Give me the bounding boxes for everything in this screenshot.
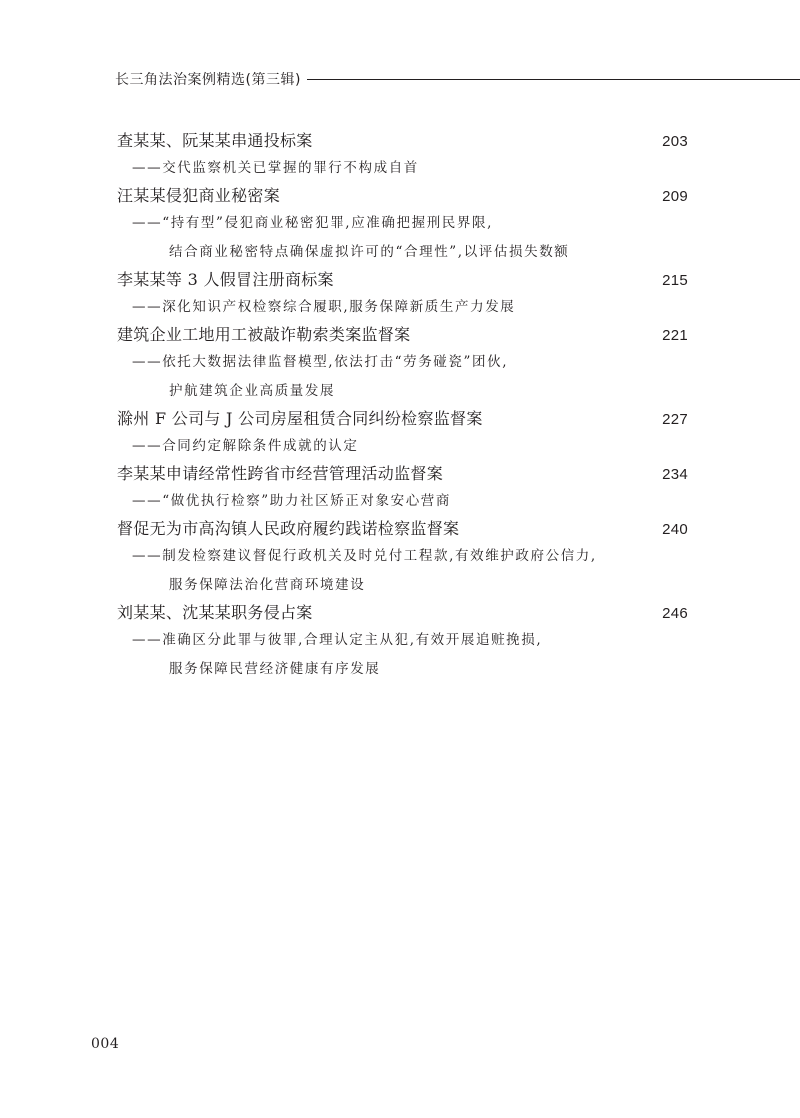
toc-entry[interactable] <box>117 406 688 461</box>
toc-entry[interactable] <box>117 516 688 600</box>
entry-subtitle: ——“做优执行检察”助力社区矫正对象安心营商 <box>132 493 452 509</box>
entry-title[interactable]: 查某某、阮某某串通投标案 <box>117 131 313 150</box>
entry-subtitle: ——合同约定解除条件成就的认定 <box>132 438 359 454</box>
entry-subtitle-continued: 护航建筑企业高质量发展 <box>169 383 336 399</box>
page-number: 004 <box>91 1036 120 1052</box>
entry-title[interactable]: 汪某某侵犯商业秘密案 <box>117 186 281 205</box>
entry-subtitle-continued: 服务保障法治化营商环境建设 <box>169 577 366 593</box>
running-title: 长三角法治案例精选(第三辑) <box>115 72 301 88</box>
entry-page-number[interactable]: 209 <box>662 188 688 205</box>
entry-subtitle: ——“持有型”侵犯商业秘密犯罪,应准确把握刑民界限, <box>132 215 493 231</box>
entry-page-number[interactable]: 215 <box>662 272 688 289</box>
toc-entry[interactable] <box>117 267 688 322</box>
header-rule <box>307 79 800 80</box>
entry-subtitle-continued: 服务保障民营经济健康有序发展 <box>169 661 381 677</box>
toc-entry[interactable] <box>117 128 688 183</box>
entry-title[interactable]: 刘某某、沈某某职务侵占案 <box>117 603 313 622</box>
entry-title[interactable]: 李某某申请经常性跨省市经营管理活动监督案 <box>117 464 444 483</box>
entry-page-number[interactable]: 221 <box>662 327 688 344</box>
entry-page-number[interactable]: 246 <box>662 605 688 622</box>
entry-page-number[interactable]: 240 <box>662 521 688 538</box>
entry-subtitle: ——准确区分此罪与彼罪,合理认定主从犯,有效开展追赃挽损, <box>132 632 543 648</box>
entry-subtitle: ——依托大数据法律监督模型,依法打击“劳务碰瓷”团伙, <box>132 354 509 370</box>
toc-entry[interactable] <box>117 461 688 516</box>
entry-title[interactable]: 李某某等 3 人假冒注册商标案 <box>117 270 334 289</box>
toc-entry[interactable] <box>117 600 688 684</box>
entry-subtitle: ——制发检察建议督促行政机关及时兑付工程款,有效维护政府公信力, <box>132 548 597 564</box>
entry-title[interactable]: 督促无为市高沟镇人民政府履约践诺检察监督案 <box>117 519 460 538</box>
entry-page-number[interactable]: 227 <box>662 411 688 428</box>
entry-title[interactable]: 滁州 F 公司与 J 公司房屋租赁合同纠纷检察监督案 <box>117 409 483 428</box>
toc-entry[interactable] <box>117 183 688 267</box>
entry-page-number[interactable]: 203 <box>662 133 688 150</box>
entry-title[interactable]: 建筑企业工地用工被敲诈勒索类案监督案 <box>117 325 411 344</box>
entry-subtitle-continued: 结合商业秘密特点确保虚拟许可的“合理性”,以评估损失数额 <box>169 244 570 260</box>
entry-subtitle: ——交代监察机关已掌握的罪行不构成自首 <box>132 160 419 176</box>
running-header <box>115 68 800 90</box>
table-of-contents <box>117 128 688 684</box>
toc-entry[interactable] <box>117 322 688 406</box>
entry-page-number[interactable]: 234 <box>662 466 688 483</box>
entry-subtitle: ——深化知识产权检察综合履职,服务保障新质生产力发展 <box>132 299 516 315</box>
